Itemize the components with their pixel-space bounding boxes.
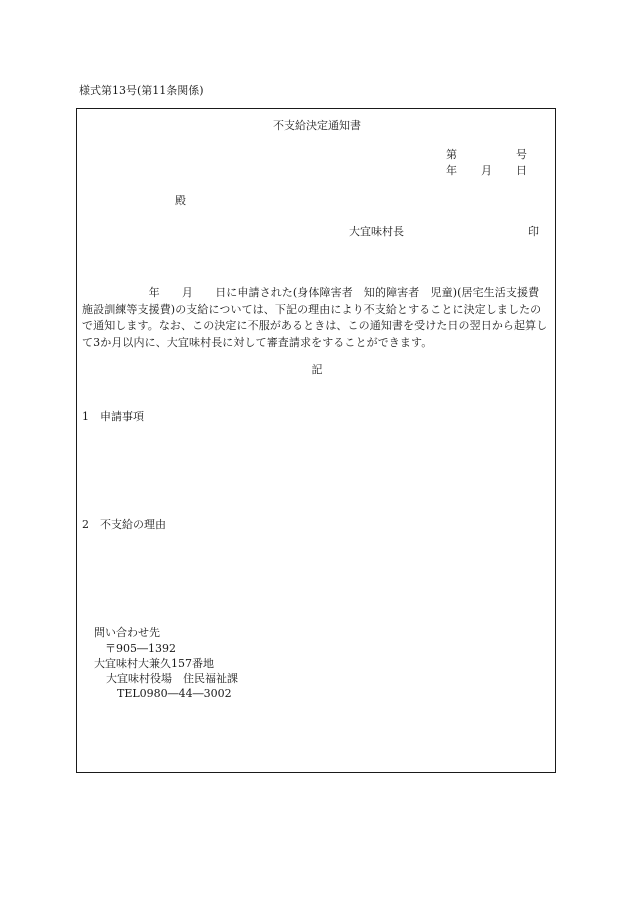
contact-office: 大宜味村役場 住民福祉課 bbox=[106, 672, 238, 685]
document-title: 不支給決定通知書 bbox=[273, 119, 361, 132]
contact-address: 大宜味村大兼久157番地 bbox=[94, 657, 214, 670]
contact-heading: 問い合わせ先 bbox=[94, 626, 160, 639]
section-application-items: 1 申請事項 bbox=[82, 410, 144, 423]
number-suffix: 号 bbox=[516, 148, 527, 161]
addressee-suffix: 殿 bbox=[175, 194, 186, 207]
form-number-label: 様式第13号(第11条関係) bbox=[79, 84, 204, 97]
notice-frame bbox=[76, 108, 556, 773]
date-year-label: 年 bbox=[446, 164, 457, 177]
ki-heading: 記 bbox=[311, 363, 323, 376]
notice-body-text: 年 月 日に申請された(身体障害者 知的障害者 児童)(居宅生活支援費 施設訓練等支援費)の支給については、下記の理由により不支給とすることに決定しましたので通知します。なお、この決定に不服があるときは、この通知書を受けた日の翌日から起算して3か月以内に、大宜味村長に対して審査請求をすることができます。 bbox=[82, 286, 551, 349]
contact-telephone: TEL0980―44―3002 bbox=[117, 687, 232, 700]
contact-postal-code: 〒905―1392 bbox=[105, 642, 176, 655]
number-prefix: 第 bbox=[446, 148, 457, 161]
seal-mark: 印 bbox=[528, 225, 539, 238]
date-day-label: 日 bbox=[516, 164, 527, 177]
issuer-name: 大宜味村長 bbox=[349, 225, 404, 238]
section-reason: 2 不支給の理由 bbox=[82, 518, 166, 531]
date-month-label: 月 bbox=[481, 164, 492, 177]
